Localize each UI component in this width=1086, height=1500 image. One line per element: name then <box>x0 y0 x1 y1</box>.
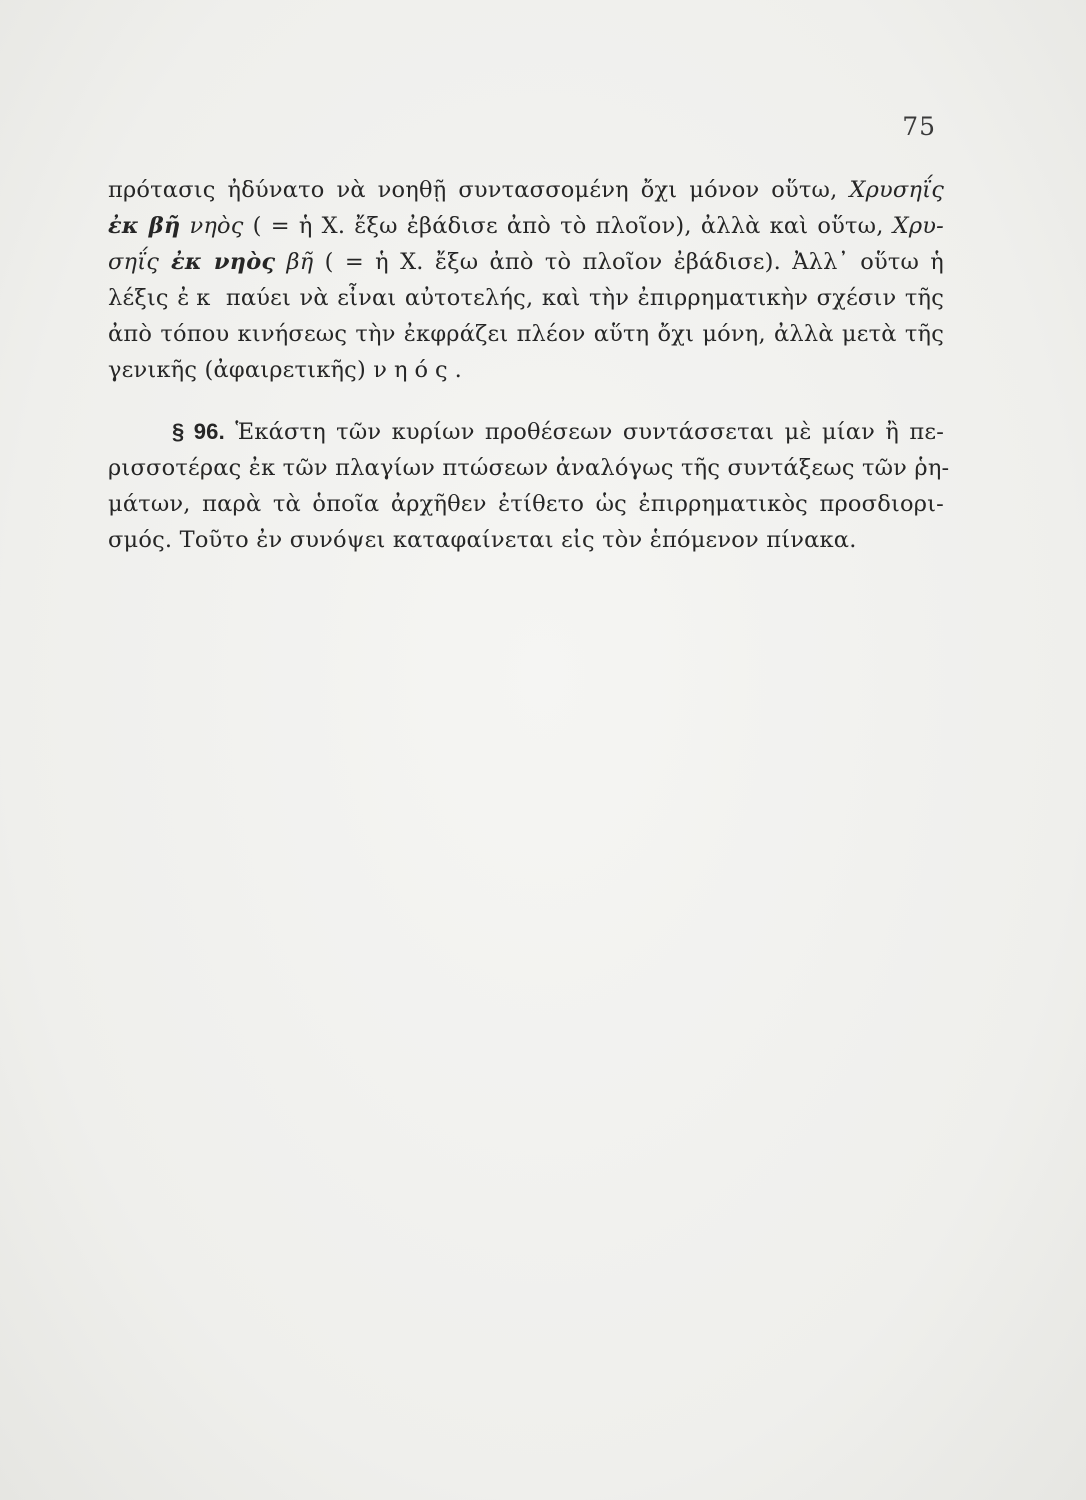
paragraph-2-line-2: ρισσοτέρας ἐκ τῶν πλαγίων πτώσεων ἀναλόγως τῆς συντάξεως τῶν ῥη- <box>108 455 950 481</box>
body-text <box>108 172 950 558</box>
section-mark: § 96. <box>172 419 225 444</box>
paragraph-2-line-4: σμός. Τοῦτο ἐν συνόψει καταφαίνεται εἰς τὸν ἑπόμενον πίνακα. <box>108 527 857 553</box>
page-number: 75 <box>902 112 936 141</box>
paragraph-1-line-3: σηΐς ἐκ νηὸς βῆ ( = ἡ Χ. ἔξω ἀπὸ τὸ πλοῖον ἐβάδισε). Ἀλλ᾽ οὕτω ἡ <box>108 249 944 275</box>
paragraph-2-line-1: § 96. Ἑκάστη τῶν κυρίων προθέσεων συντάσσεται μὲ μίαν ἢ πε- <box>172 419 944 445</box>
italic-quote: Χρυσηΐς <box>849 177 944 203</box>
paragraph-1-line-4: λέξις ἐκ παύει νὰ εἶναι αὐτοτελής, καὶ τὴν ἐπιρρηματικὴν σχέσιν τῆς <box>108 285 944 311</box>
paragraph-1-line-6: γενικῆς (ἀφαιρετικῆς) νηός. <box>108 357 462 383</box>
paragraph-1-line-1: πρότασις ἠδύνατο νὰ νοηθῇ συντασσομένη ὄχι μόνον οὕτω, Χρυσηΐς <box>108 177 944 203</box>
paragraph-1-line-5: ἀπὸ τόπου κινήσεως τὴν ἐκφράζει πλέον αὕτη ὄχι μόνη, ἀλλὰ μετὰ τῆς <box>108 321 944 347</box>
italic-quote: σηΐς <box>108 249 160 275</box>
italic-quote: βῆ <box>275 249 314 275</box>
bold-italic-quote: ἐκ βῆ <box>108 213 181 239</box>
bold-italic-quote: ἐκ νηὸς <box>159 249 276 275</box>
paragraph-1-line-2: ἐκ βῆ νηὸς ( = ἡ Χ. ἔξω ἐβάδισε ἀπὸ τὸ πλοῖον), ἀλλὰ καὶ οὕτω, Χρυ- <box>108 213 944 239</box>
spaced-word: ἐκ <box>177 285 218 311</box>
italic-quote: Χρυ- <box>892 213 944 239</box>
spaced-word: νηός <box>373 357 455 383</box>
paragraph-2-line-3: μάτων, παρὰ τὰ ὁποῖα ἀρχῆθεν ἐτίθετο ὡς ἐπιρρηματικὸς προσδιορι- <box>108 491 944 517</box>
paragraph-gap <box>108 388 944 414</box>
italic-quote: νηὸς <box>180 213 244 239</box>
